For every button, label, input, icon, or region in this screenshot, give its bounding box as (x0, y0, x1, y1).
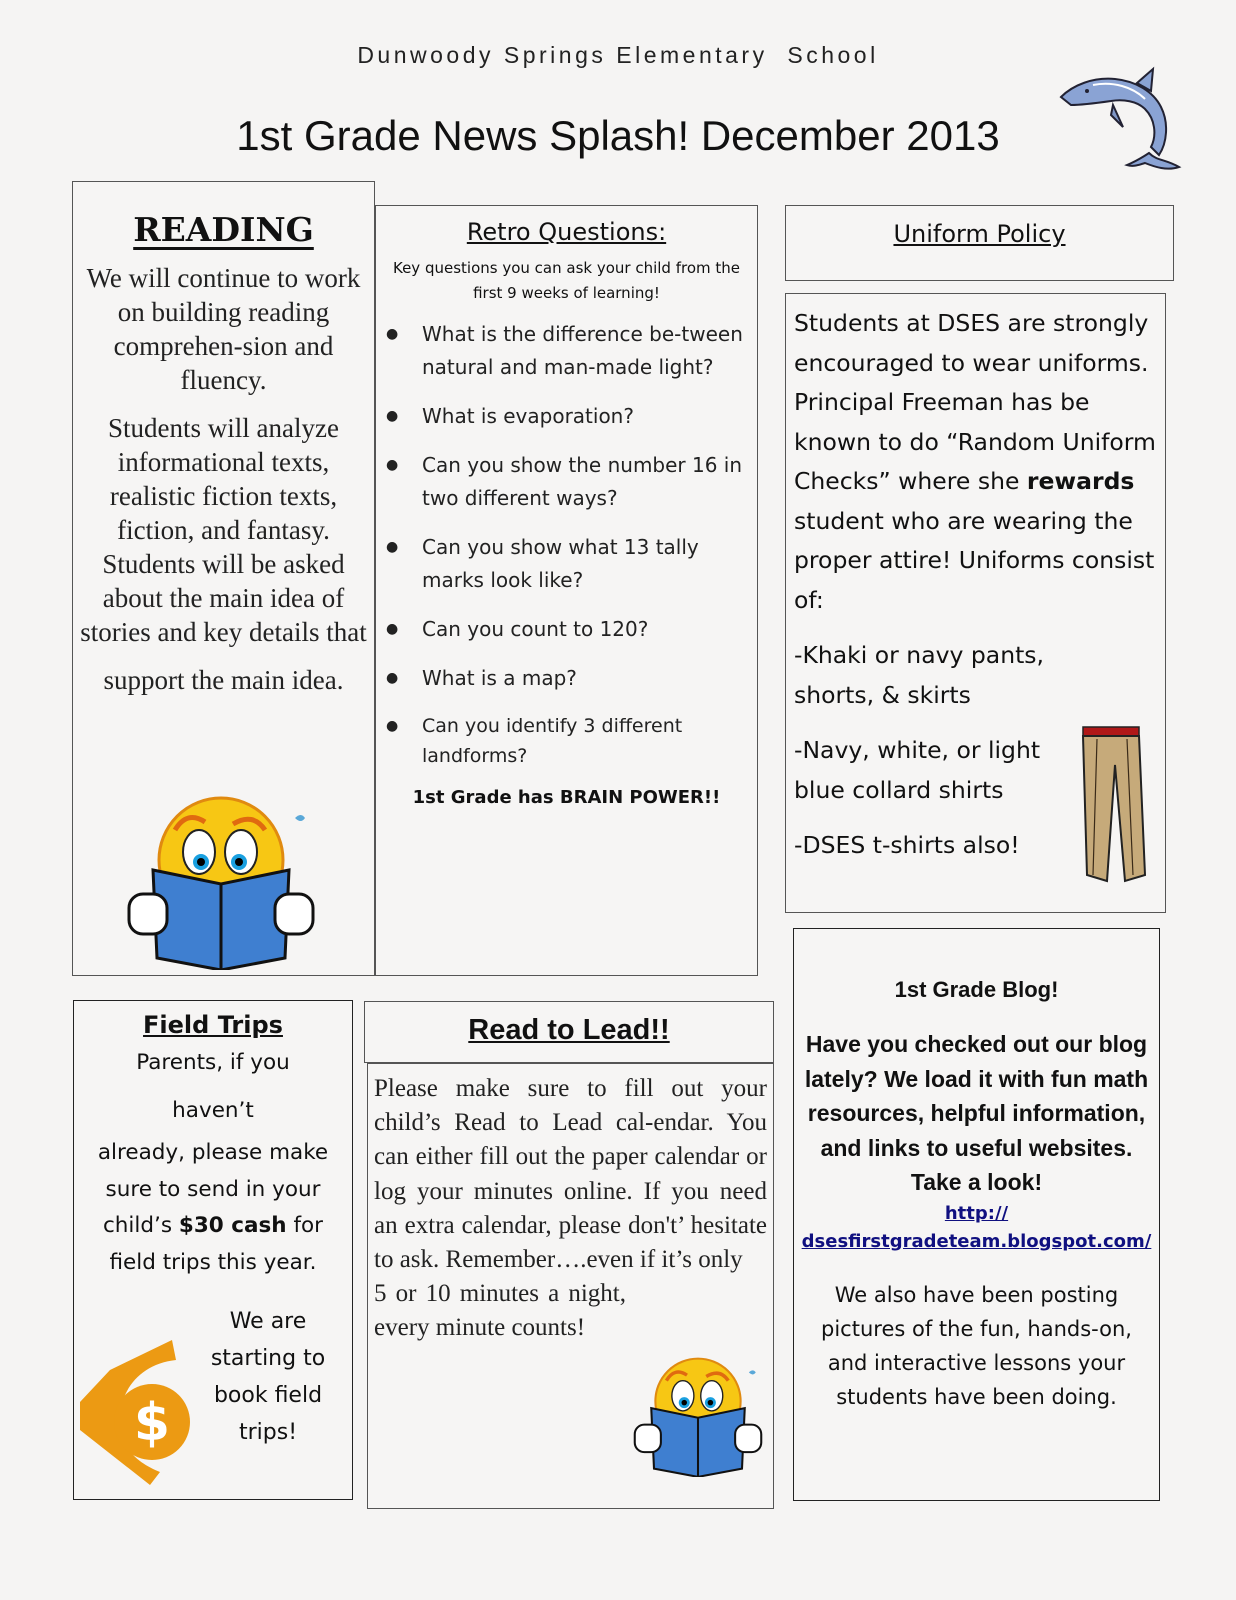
dolphin-icon (1053, 55, 1183, 175)
read-to-lead-text-2: 5 or 10 minutes a night, every minute counts! (374, 1280, 626, 1342)
list-item: ● What is the difference be-tween natural and man-made light? (380, 318, 749, 384)
retro-intro: Key questions you can ask your child from the first 9 weeks of learning! (392, 259, 741, 302)
retro-heading: Retro Questions: (466, 218, 667, 246)
retro-questions-section (375, 205, 758, 976)
list-item: ● Can you show the number 16 in two different ways? (380, 449, 749, 515)
list-item: ● What is evaporation? (380, 400, 749, 433)
dollar-coin-icon (80, 1340, 190, 1485)
bullet-icon: ● (386, 670, 399, 686)
field-trips-closing: We are starting to book field trips! (210, 1309, 326, 1445)
bullet-icon: ● (386, 457, 399, 473)
uniform-item: -Navy, white, or light blue collard shirts (794, 736, 1041, 804)
khaki-pants-icon (1077, 725, 1149, 890)
bullet-icon: ● (386, 621, 399, 637)
blog-body: Have you checked out our blog lately? We load it with fun math resources, helpful information, and links to useful websites. Take a look! (804, 1031, 1149, 1195)
bullet-icon: ● (386, 408, 399, 424)
school-name: Dunwoody Springs Elementary School (357, 42, 879, 68)
list-item: ● What is a map? (380, 662, 749, 695)
list-item: ● Can you show what 13 tally marks look like? (380, 531, 749, 597)
read-to-lead-heading: Read to Lead!! (468, 1014, 670, 1046)
reading-heading: READING (133, 210, 314, 249)
reading-paragraph-3: support the main idea. (103, 665, 344, 695)
blog-section (793, 928, 1160, 1501)
uniform-heading: Uniform Policy (893, 220, 1066, 248)
uniform-item: -Khaki or navy pants, shorts, & skirts (794, 641, 1045, 709)
read-to-lead-text: Please make sure to fill out your child’s Read to Lead cal-endar. You can either fill out the paper calendar or log your minutes online. If you need an extra calendar, please don't’ hesitate to ask. Remember….even if it’s only (374, 1075, 767, 1274)
reading-smiley-icon (125, 790, 317, 970)
blog-body-2: We also have been posting pictures of the fun, hands-on, and interactive lessons your students have been doing. (821, 1282, 1132, 1409)
retro-question-list (376, 318, 757, 771)
reading-paragraph-1: We will continue to work on building reading comprehen-sion and fluency. (86, 263, 361, 395)
uniform-intro: Students at DSES are strongly encouraged to wear uniforms. Principal Freeman has be known to do “Random Uniform Checks” where she rewards student who are wearing the proper attire! Uniforms consist of: (794, 309, 1156, 614)
list-item: ● Can you identify 3 different landforms? (380, 711, 749, 771)
bullet-icon: ● (386, 326, 399, 342)
bullet-icon: ● (386, 718, 399, 734)
read-to-lead-smiley-icon (632, 1353, 764, 1485)
field-trips-line: already, please make sure to send in your child’s $30 cash for field trips this year. (97, 1140, 329, 1275)
read-to-lead-header (364, 1001, 774, 1063)
svg-text:$: $ (133, 1393, 171, 1453)
list-item: ● Can you count to 120? (380, 613, 749, 646)
uniform-policy-header (785, 205, 1174, 281)
blog-link[interactable]: http:// dsesfirstgradeteam.blogspot.com/ (801, 1202, 1152, 1252)
blog-heading: 1st Grade Blog! (894, 977, 1059, 1002)
bullet-icon: ● (386, 539, 399, 555)
reading-paragraph-2: Students will analyze informational texts, realistic fiction texts, fiction, and fantasy. Students will be asked about the main idea of stories and key details that (80, 413, 367, 647)
field-trips-line: Parents, if you (136, 1050, 290, 1075)
field-trips-heading: Field Trips (143, 1011, 283, 1039)
field-trips-line: haven’t (172, 1098, 254, 1123)
uniform-item: -DSES t-shirts also! (794, 831, 1020, 859)
newsletter-title: 1st Grade News Splash! December 2013 (236, 112, 1000, 159)
brain-power-text: 1st Grade has BRAIN POWER!! (412, 787, 721, 808)
